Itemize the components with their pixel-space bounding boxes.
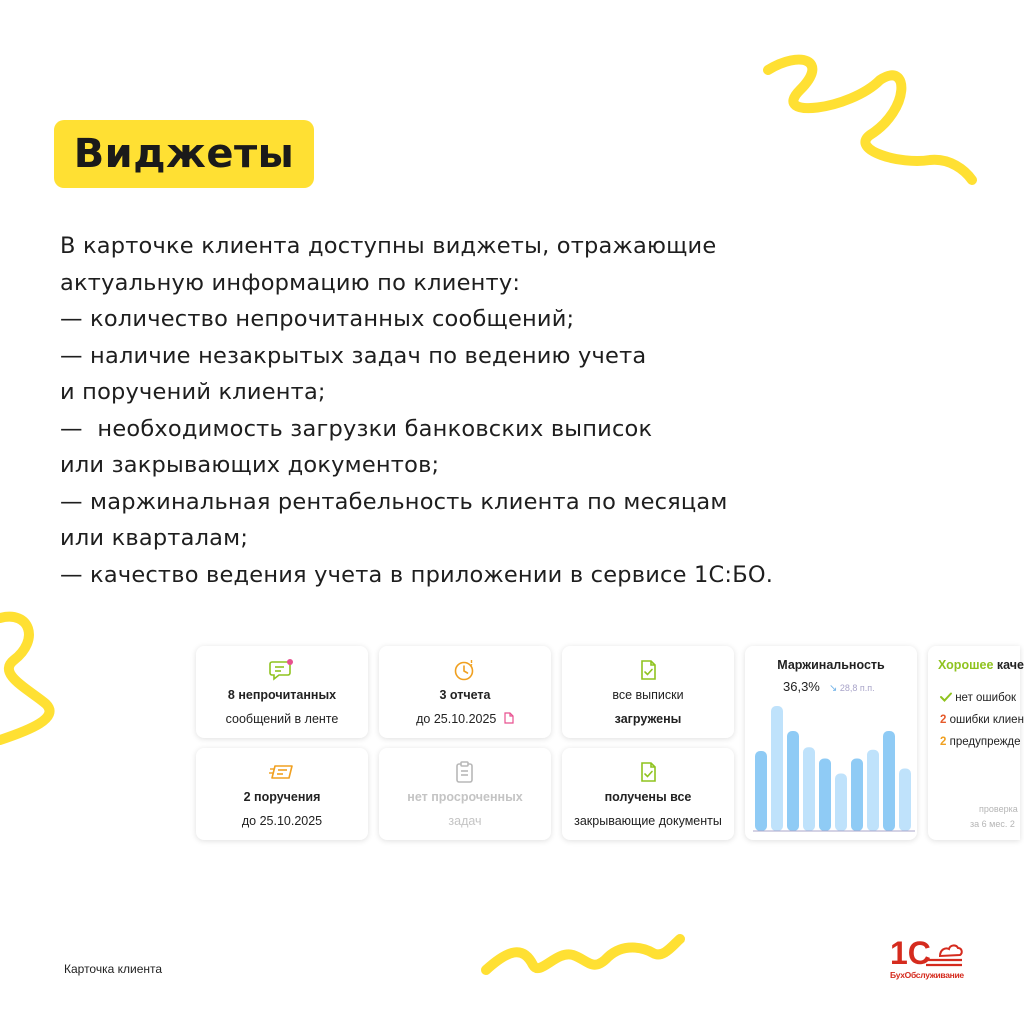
chart-bar <box>755 751 767 831</box>
chart-bar <box>819 759 831 832</box>
svg-text:1С: 1С <box>890 935 931 971</box>
intro-line: — необходимость загрузки банковских выписок <box>60 415 653 442</box>
chart-bar <box>771 706 783 831</box>
intro-line: В карточке клиента доступны виджеты, отражающие <box>60 233 717 259</box>
footer-caption: Карточка клиента <box>64 962 163 976</box>
intro-line: или кварталам; <box>60 525 249 551</box>
chart-bar <box>787 731 799 831</box>
intro-text <box>60 228 960 593</box>
logo-text: БухОбслуживание <box>890 970 964 980</box>
messages-widget[interactable] <box>196 646 368 738</box>
clipboard-icon <box>454 760 476 784</box>
errors-text: ошибки клиен <box>949 714 1024 726</box>
quality-title-rest: каче <box>996 658 1024 672</box>
logo-1c-icon <box>890 934 964 970</box>
overdue-line2: задач <box>448 814 482 828</box>
title-badge <box>54 120 314 188</box>
quality-row-ok <box>940 692 1016 704</box>
check-icon <box>940 692 952 702</box>
margin-widget[interactable] <box>745 646 917 840</box>
chart-bar <box>835 774 847 832</box>
left-squiggle <box>0 600 80 760</box>
reports-deadline: до 25.10.2025 <box>416 712 497 726</box>
quality-title <box>938 658 1024 672</box>
quality-widget[interactable] <box>928 646 1024 840</box>
orders-count: 2 поручения <box>243 790 321 804</box>
reports-widget[interactable] <box>379 646 551 738</box>
clock-icon <box>452 658 478 682</box>
page-title: Виджеты <box>73 131 295 177</box>
chart-bar <box>867 750 879 831</box>
quality-row-errors <box>940 714 1024 726</box>
messages-count: 8 непрочитанных <box>227 688 337 702</box>
quality-foot-2: за 6 мес. 2 <box>970 819 1015 829</box>
intro-line: — количество непрочитанных сообщений; <box>60 306 575 332</box>
logo-1c <box>890 934 964 984</box>
statements-line2: загружены <box>614 712 682 726</box>
intro-line: актуальную информацию по клиенту: <box>60 269 521 296</box>
statements-line1: все выписки <box>612 688 684 702</box>
arrow-down-right-icon: ↘ <box>829 683 838 694</box>
closing-docs-line1: получены все <box>604 790 692 804</box>
overdue-widget[interactable] <box>379 748 551 840</box>
orders-widget[interactable] <box>196 748 368 840</box>
overdue-line1: нет просроченных <box>407 790 523 804</box>
closing-docs-widget[interactable] <box>562 748 734 840</box>
quality-status: Хорошее <box>938 658 994 672</box>
intro-line: — маржинальная рентабельность клиента по месяцам <box>60 488 728 515</box>
closing-docs-line2: закрывающие документы <box>574 814 722 828</box>
quality-ok-text: нет ошибок <box>955 692 1017 704</box>
messages-caption: сообщений в ленте <box>225 712 339 726</box>
margin-title: Маржинальность <box>777 658 885 672</box>
document-check-icon <box>636 760 660 784</box>
chart-bar <box>803 747 815 831</box>
reports-deadline-row <box>379 712 551 726</box>
chart-bar <box>899 769 911 832</box>
margin-bar-chart <box>745 646 917 840</box>
reports-count: 3 отчета <box>439 688 491 702</box>
document-check-icon <box>636 658 660 682</box>
ticket-icon <box>269 760 295 784</box>
intro-line: — качество ведения учета в приложении в сервисе 1С:БО. <box>60 561 774 588</box>
warnings-text: предупрежде <box>949 736 1021 748</box>
chat-icon <box>269 658 295 682</box>
margin-value: 36,3% <box>783 679 820 694</box>
file-icon <box>504 712 514 724</box>
margin-delta-value: 28,8 п.п. <box>839 683 875 693</box>
errors-count: 2 <box>940 714 947 726</box>
chart-bar <box>883 731 895 831</box>
orders-deadline: до 25.10.2025 <box>241 814 323 828</box>
intro-line: — наличие незакрытых задач по ведению учета <box>60 342 647 369</box>
quality-row-warnings <box>940 736 1021 748</box>
intro-line: и поручений клиента; <box>60 379 326 405</box>
warnings-count: 2 <box>940 736 947 748</box>
top-right-squiggle <box>760 40 980 190</box>
quality-foot-1: проверка <box>979 804 1018 814</box>
statements-widget[interactable] <box>562 646 734 738</box>
intro-line: или закрывающих документов; <box>60 452 440 478</box>
chart-bar <box>851 759 863 832</box>
bottom-squiggle <box>478 925 688 985</box>
